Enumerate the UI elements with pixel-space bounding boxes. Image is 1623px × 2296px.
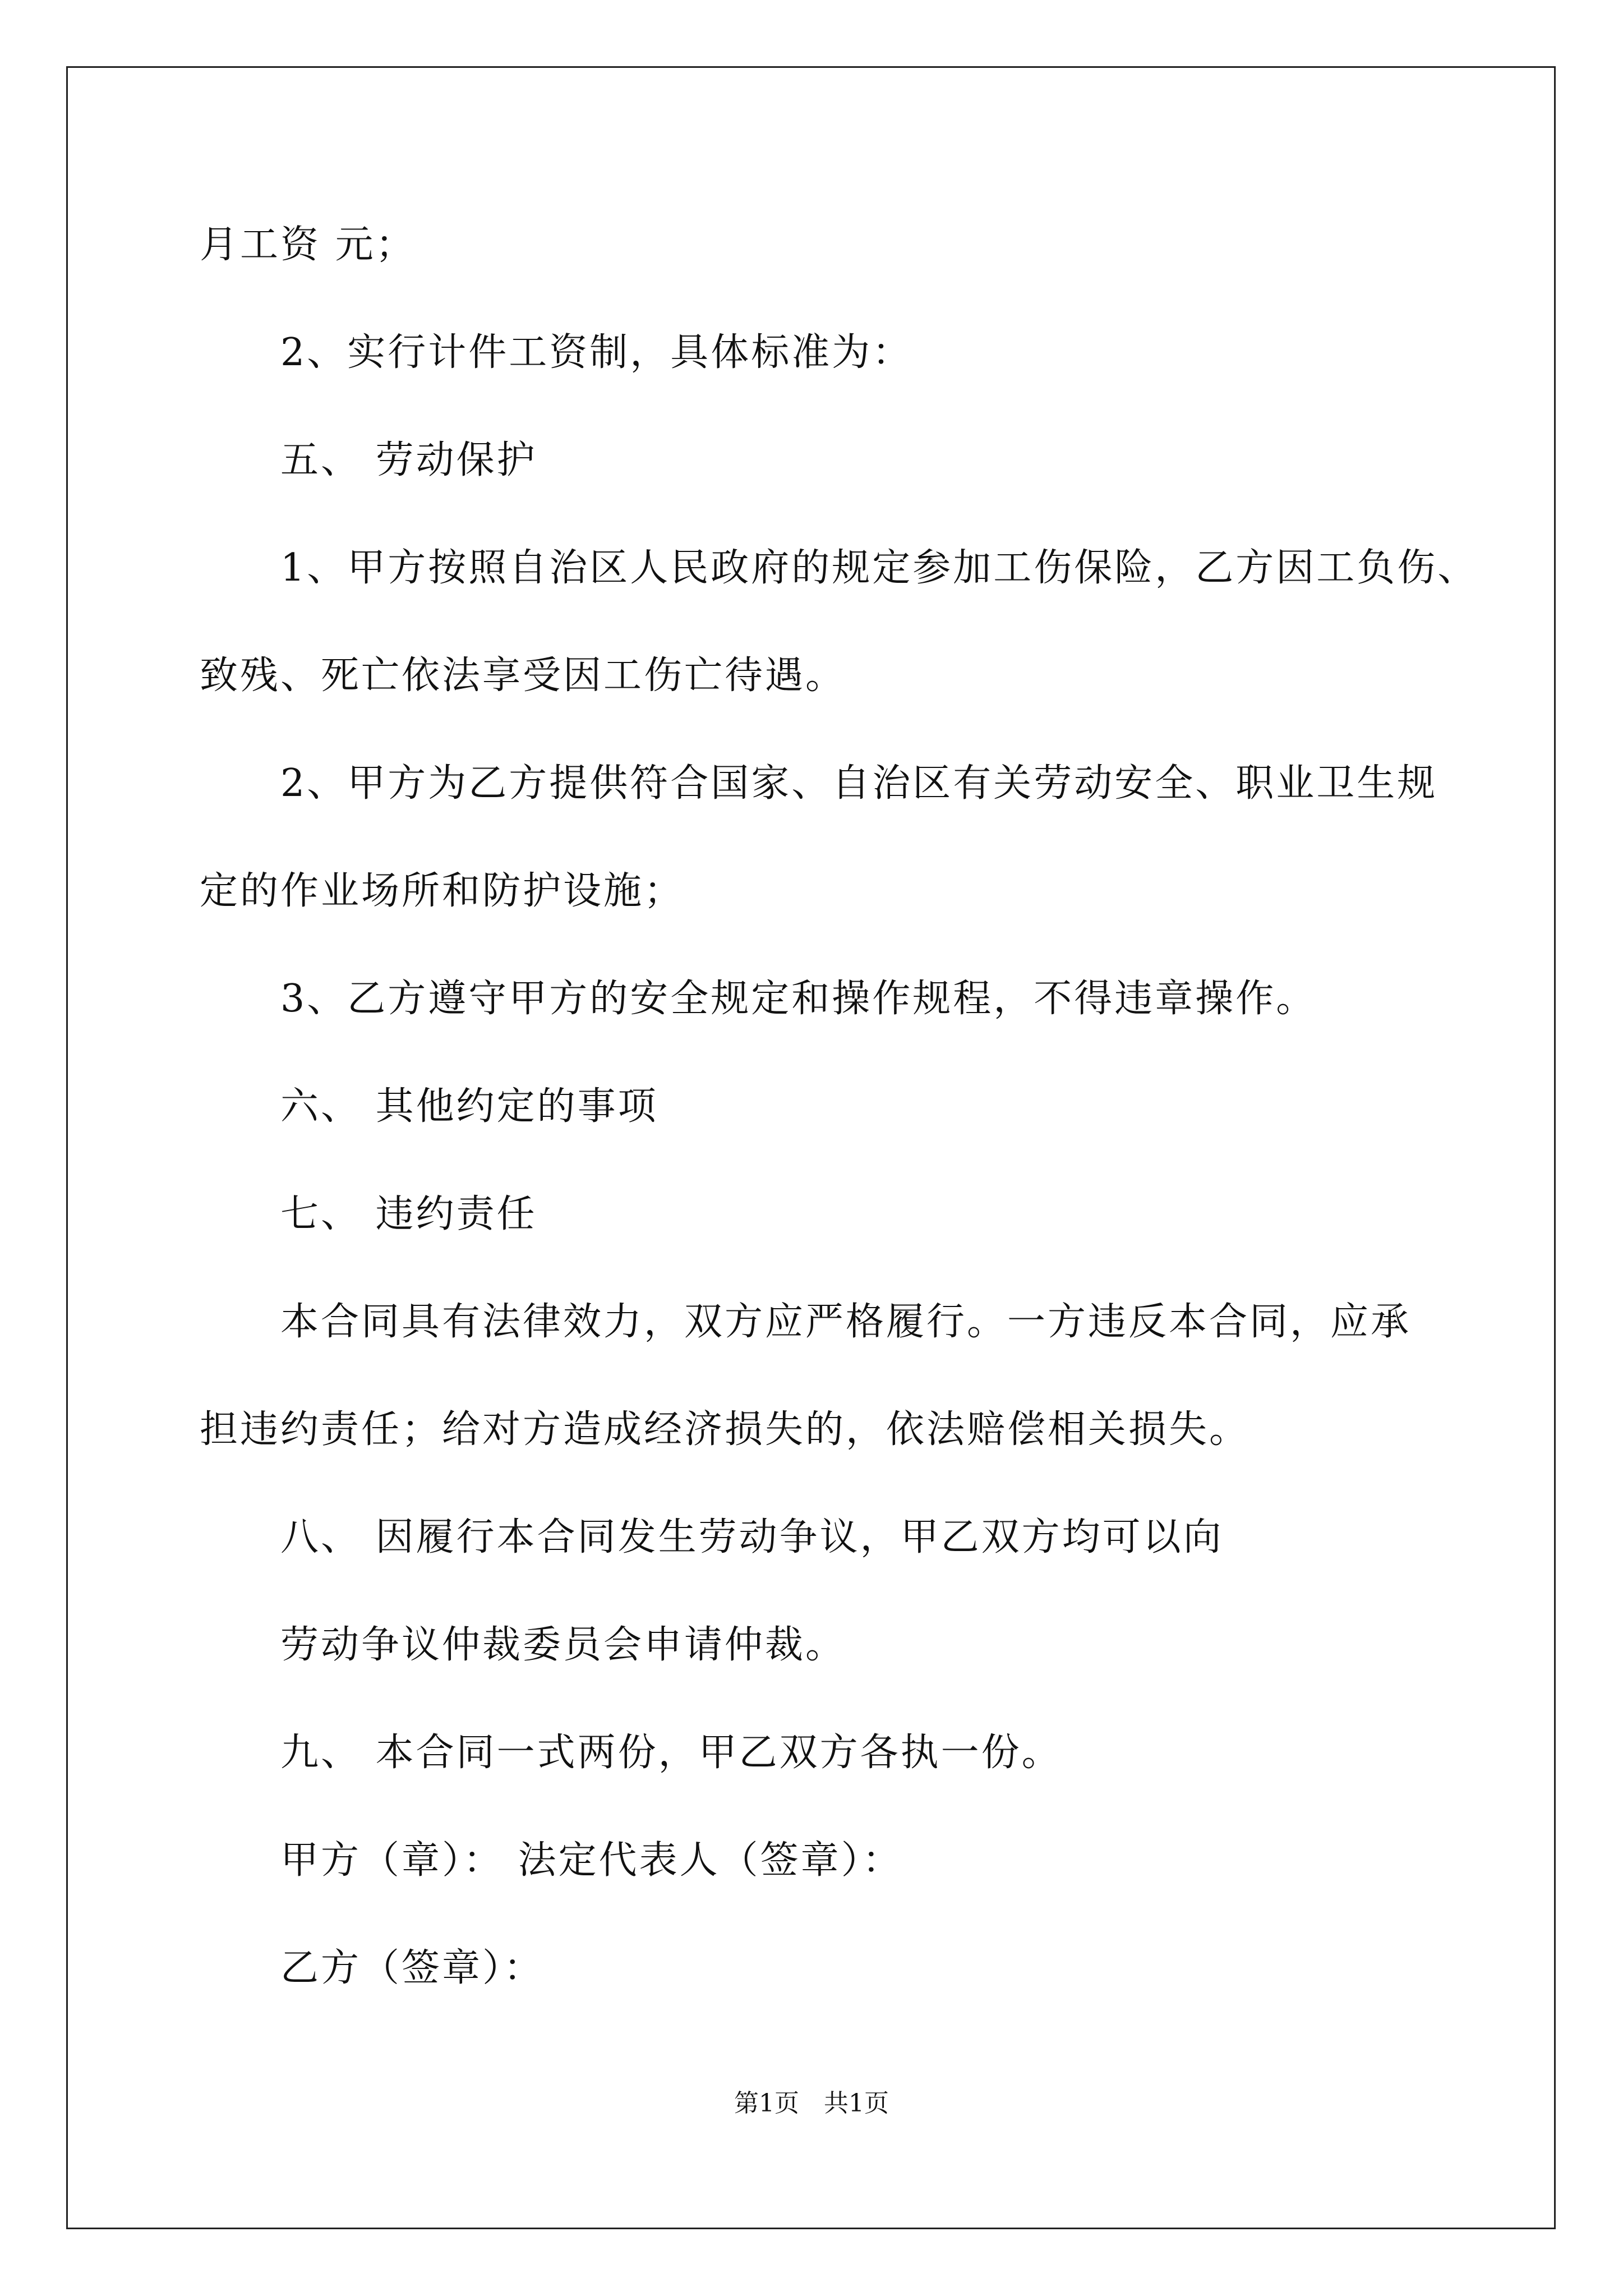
text-line: 担违约责任；给对方造成经济损失的，依法赔偿相关损失。: [200, 1407, 1250, 1452]
text-line: 本合同具有法律效力，双方应严格履行。一方违反本合同，应承: [280, 1300, 1412, 1344]
text-line: 2、实行计件工资制，具体标准为：: [280, 330, 913, 375]
text-line: 3、乙方遵守甲方的安全规定和操作规程，不得违章操作。: [280, 977, 1317, 1021]
section-heading: 九、 本合同一式两份，甲乙双方各执一份。: [280, 1731, 1062, 1775]
text-line: 月工资 元；: [200, 223, 416, 267]
text-line: 定的作业场所和防护设施；: [200, 869, 685, 913]
text-line: 致残、死亡依法享受因工伤亡待遇。: [200, 654, 846, 698]
section-heading: 七、 违约责任: [280, 1192, 537, 1236]
section-heading: 六、 其他约定的事项: [280, 1084, 658, 1129]
section-heading: 八、 因履行本合同发生劳动争议，甲乙双方均可以向: [280, 1515, 1224, 1559]
signature-line-party-a: 甲方（章）： 法定代表人（签章）：: [280, 1838, 903, 1883]
page-number: 第1页: [734, 2089, 799, 2118]
page-footer: [0, 2087, 1623, 2120]
section-heading: 五、 劳动保护: [280, 438, 537, 482]
total-pages: 共1页: [824, 2089, 889, 2118]
text-line: 2、甲方为乙方提供符合国家、自治区有关劳动安全、职业卫生规: [280, 761, 1438, 806]
text-line: 1、甲方按照自治区人民政府的规定参加工伤保险，乙方因工负伤、: [280, 546, 1478, 590]
text-line: 劳动争议仲裁委员会申请仲裁。: [280, 1623, 846, 1667]
signature-line-party-b: 乙方（签章）：: [280, 1946, 545, 1990]
